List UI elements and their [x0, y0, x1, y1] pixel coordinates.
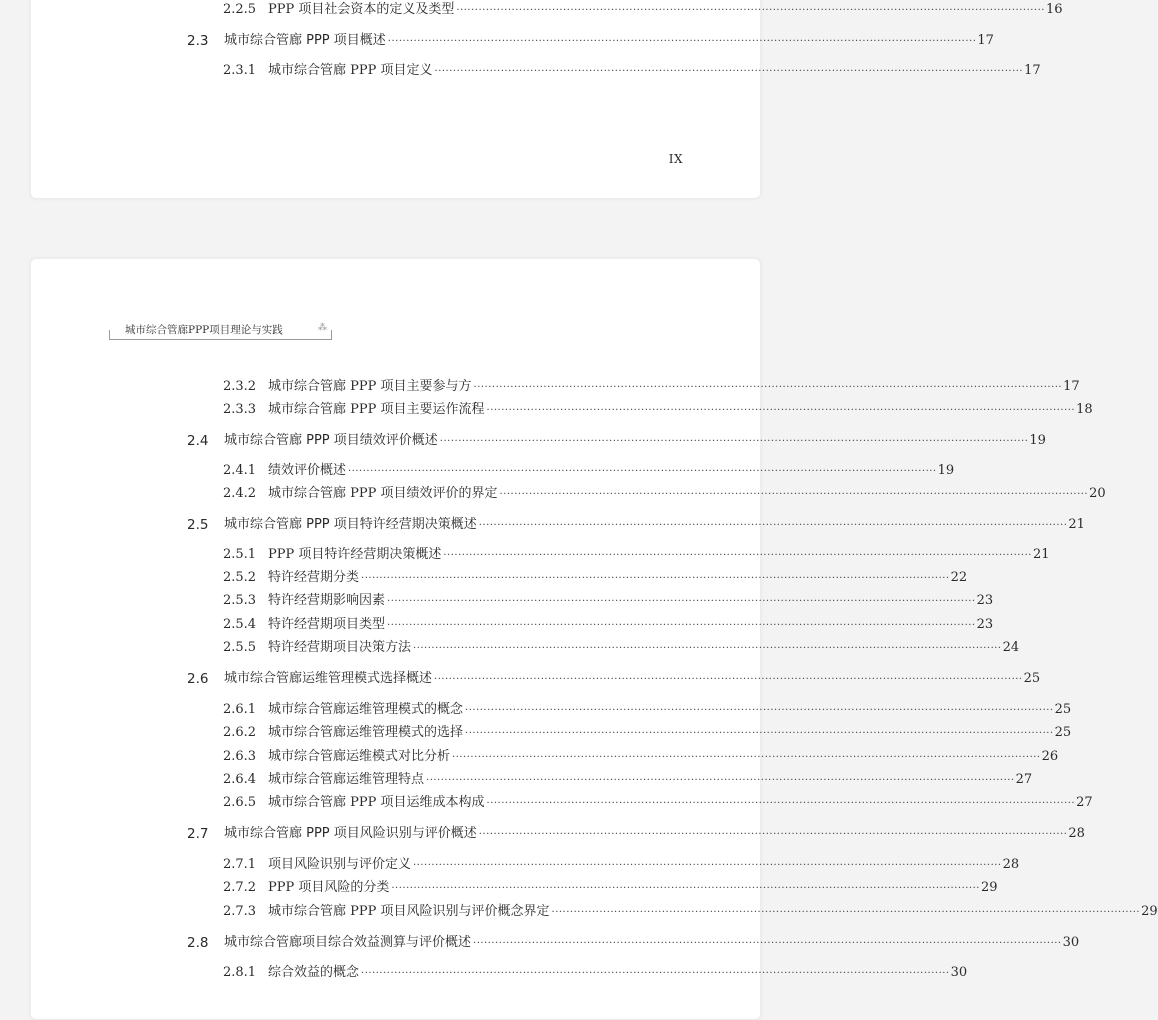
dot-leader: ································································································································································: [456, 5, 1045, 16]
toc-entry-number: 2.6.2: [223, 725, 257, 740]
toc-entry-title: 城市综合管廊运维管理模式选择概述: [224, 671, 433, 686]
toc-entry-title: PPP 项目风险的分类: [268, 880, 390, 895]
dot-leader: ································································································································································: [387, 36, 977, 47]
toc-entry-leader: [268, 379, 1080, 396]
toc-entry-number: 2.7: [187, 826, 209, 842]
toc-entry-number: 2.4.2: [223, 486, 257, 501]
toc-entry-leader: [268, 617, 994, 634]
toc-entry-leader: [268, 795, 1093, 812]
toc-entry-leader: [268, 402, 1093, 419]
toc-page-ix: [30, 0, 1063, 199]
dot-leader: ································································································································································: [478, 829, 1068, 840]
toc-entry-leader: [224, 517, 1085, 534]
toc-entry-number: 2.5: [187, 517, 209, 533]
toc-entry-title: 城市综合管廊 PPP 项目运维成本构成: [268, 795, 485, 810]
toc-entry-leader: [268, 640, 1020, 657]
toc-entry-page-number: 27: [1015, 772, 1033, 787]
toc-entry-title: 城市综合管廊 PPP 项目风险识别与评价概念界定: [268, 904, 550, 919]
toc-entry-leader: [224, 671, 1041, 688]
dot-leader: ································································································································································: [486, 798, 1076, 809]
toc-entry-page-number: 22: [950, 570, 968, 585]
toc-entry-page-number: 23: [976, 617, 994, 632]
toc-entry-title: 城市综合管廊 PPP 项目主要参与方: [268, 379, 472, 394]
toc-entry-page-number: 29: [980, 880, 998, 895]
toc-entry-number: 2.8.1: [223, 965, 257, 980]
toc-entry-page-number: 21: [1032, 547, 1050, 562]
dot-leader: ································································································································································: [473, 938, 1062, 949]
toc-entry-leader: [268, 547, 1050, 564]
toc-entry-number: 2.6.3: [223, 749, 257, 764]
toc-entry-title: 特许经营期分类: [268, 570, 360, 585]
toc-entry-leader: [268, 2, 1063, 19]
toc-entry-leader: [268, 857, 1020, 874]
toc-entry-number: 2.8: [187, 935, 209, 951]
toc-entry-number: 2.7.1: [223, 857, 257, 872]
toc-entry-page-number: 25: [1054, 725, 1072, 740]
toc-entry-title: PPP 项目特许经营期决策概述: [268, 547, 442, 562]
toc-entry-title: 特许经营期项目决策方法: [268, 640, 412, 655]
toc-entry-leader: [268, 463, 955, 480]
dot-leader: ································································································································································: [439, 436, 1029, 447]
dot-leader: ································································································································································: [452, 752, 1041, 763]
toc-entry-page-number: 25: [1054, 702, 1072, 717]
toc-entry-number: 2.3: [187, 33, 209, 49]
dot-leader: ································································································································································: [361, 968, 950, 979]
toc-entry-title: 绩效评价概述: [268, 463, 347, 478]
toc-entry-title: 城市综合管廊 PPP 项目概述: [224, 33, 386, 48]
toc-entry-leader: [268, 880, 998, 897]
toc-entry-number: 2.6.5: [223, 795, 257, 810]
toc-entry-leader: [268, 772, 1033, 789]
toc-entry-leader: [224, 826, 1085, 843]
toc-entry-leader: [224, 935, 1080, 952]
toc-entry-page-number: 16: [1045, 2, 1063, 17]
dot-leader: ································································································································································: [426, 775, 1015, 786]
dot-leader: ································································································································································: [348, 466, 937, 477]
toc-entry-number: 2.6.4: [223, 772, 257, 787]
toc-entry-leader: [268, 702, 1072, 719]
toc-entry-page-number: 20: [1089, 486, 1106, 501]
dot-leader: ································································································································································: [478, 520, 1068, 531]
toc-entry-title: 项目风险识别与评价定义: [268, 857, 412, 872]
toc-entry-page-number: 19: [1029, 433, 1046, 448]
toc-entry-page-number: 28: [1068, 826, 1085, 841]
toc-entry-title: 城市综合管廊运维管理模式的选择: [268, 725, 464, 740]
toc-entry-page-number: 17: [977, 33, 994, 48]
toc-entry-leader: [268, 965, 968, 982]
dot-leader: ································································································································································: [443, 550, 1032, 561]
running-head: [109, 321, 332, 340]
dot-leader: ································································································································································: [499, 489, 1089, 500]
toc-entry-number: 2.6.1: [223, 702, 257, 717]
running-head-right-tick: [331, 330, 332, 339]
toc-entry-page-number: 21: [1068, 517, 1085, 532]
toc-entry-leader: [268, 63, 1041, 80]
dot-leader: ································································································································································: [413, 860, 1002, 871]
toc-entry-title: PPP 项目社会资本的定义及类型: [268, 2, 455, 17]
toc-entry-title: 城市综合管廊运维管理特点: [268, 772, 425, 787]
toc-entry-title: 城市综合管廊 PPP 项目绩效评价概述: [224, 433, 438, 448]
toc-entry-page-number: 28: [1002, 857, 1020, 872]
toc-entry-page-number: 30: [1062, 935, 1080, 950]
toc-entry-leader: [224, 33, 994, 50]
toc-entry-title: 特许经营期项目类型: [268, 617, 386, 632]
toc-entry-leader: [268, 725, 1072, 742]
toc-entry-page-number: 23: [976, 593, 994, 608]
toc-entry-title: 城市综合管廊 PPP 项目绩效评价的界定: [268, 486, 498, 501]
dot-leader: ································································································································································: [434, 66, 1024, 77]
toc-entry-number: 2.6: [187, 671, 209, 687]
running-head-title: 城市综合管廊PPP项目理论与实践: [125, 324, 283, 336]
dot-leader: ································································································································································: [391, 883, 980, 894]
dot-leader: ································································································································································: [387, 620, 976, 631]
dot-leader: ································································································································································: [413, 643, 1002, 654]
toc-entry-leader: [268, 749, 1059, 766]
toc-entry-page-number: 24: [1002, 640, 1020, 655]
toc-entry-title: 城市综合管廊运维模式对比分析: [268, 749, 451, 764]
toc-entry-leader: [224, 433, 1046, 450]
toc-entry-page-number: 27: [1076, 795, 1093, 810]
toc-entry-leader: [268, 904, 1158, 921]
dot-leader: ································································································································································: [473, 382, 1063, 393]
toc-entry-number: 2.2.5: [223, 2, 257, 17]
page-folio: IX: [668, 152, 683, 166]
ornament-icon: ⁂: [318, 323, 327, 333]
toc-entry-title: 城市综合管廊 PPP 项目特许经营期决策概述: [224, 517, 477, 532]
toc-entry-page-number: 18: [1076, 402, 1093, 417]
toc-entry-number: 2.7.3: [223, 904, 257, 919]
toc-entry-title: 城市综合管廊 PPP 项目定义: [268, 63, 433, 78]
dot-leader: ································································································································································: [387, 596, 976, 607]
toc-entry-number: 2.5.3: [223, 593, 257, 608]
dot-leader: ································································································································································: [486, 405, 1076, 416]
toc-entry-number: 2.3.3: [223, 402, 257, 417]
toc-entry-page-number: 17: [1063, 379, 1080, 394]
toc-entry-page-number: 29: [1141, 904, 1158, 919]
running-head-left-tick: [109, 330, 110, 339]
toc-entry-number: 2.5.1: [223, 547, 257, 562]
toc-page-x: [30, 258, 1158, 1020]
toc-entry-title: 特许经营期影响因素: [268, 593, 386, 608]
toc-entry-number: 2.3.2: [223, 379, 257, 394]
toc-entry-title: 城市综合管廊项目综合效益测算与评价概述: [224, 935, 472, 950]
dot-leader: ································································································································································: [465, 705, 1054, 716]
toc-entry-page-number: 25: [1023, 671, 1041, 686]
toc-entry-page-number: 17: [1024, 63, 1041, 78]
toc-entry-number: 2.3.1: [223, 63, 257, 78]
toc-entry-title: 城市综合管廊运维管理模式的概念: [268, 702, 464, 717]
toc-entry-title: 城市综合管廊 PPP 项目主要运作流程: [268, 402, 485, 417]
toc-entry-number: 2.5.5: [223, 640, 257, 655]
dot-leader: ································································································································································: [361, 573, 950, 584]
toc-entry-number: 2.7.2: [223, 880, 257, 895]
dot-leader: ································································································································································: [551, 907, 1141, 918]
toc-entry-number: 2.4: [187, 433, 209, 449]
toc-entry-page-number: 26: [1041, 749, 1059, 764]
toc-entry-page-number: 19: [937, 463, 955, 478]
dot-leader: ································································································································································: [465, 728, 1054, 739]
toc-entry-leader: [268, 486, 1106, 503]
toc-entry-title: 综合效益的概念: [268, 965, 360, 980]
dot-leader: ································································································································································: [434, 674, 1023, 685]
toc-entry-number: 2.4.1: [223, 463, 257, 478]
toc-entry-number: 2.5.4: [223, 617, 257, 632]
toc-entry-title: 城市综合管廊 PPP 项目风险识别与评价概述: [224, 826, 477, 841]
toc-entry-leader: [268, 570, 968, 587]
toc-entry-leader: [268, 593, 994, 610]
toc-entry-number: 2.5.2: [223, 570, 257, 585]
toc-entry-page-number: 30: [950, 965, 968, 980]
